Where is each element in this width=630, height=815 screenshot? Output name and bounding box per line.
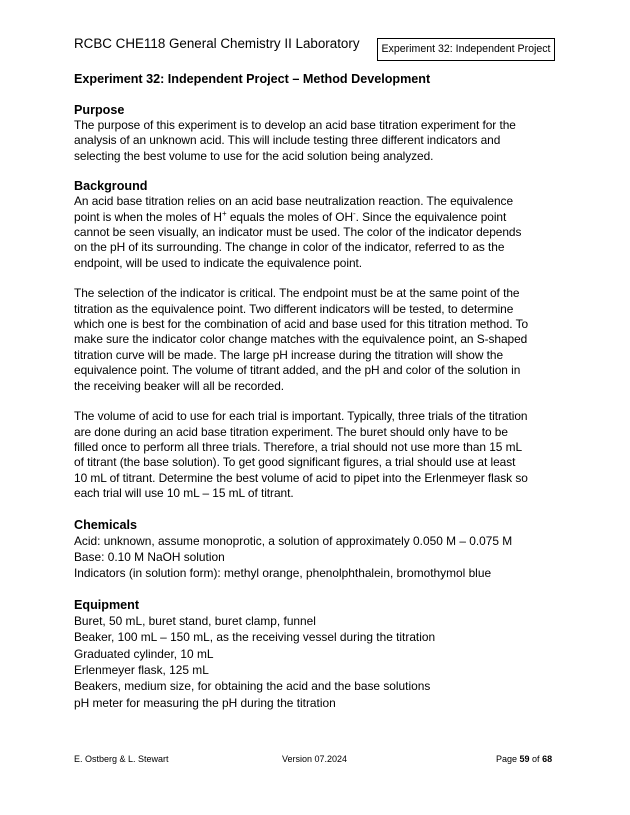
purpose-line: analysis of an unknown acid. This will include testing three different indicators and	[74, 133, 501, 148]
equipment-item: Beakers, medium size, for obtaining the acid and the base solutions	[74, 679, 431, 694]
indicator-line: which one is best for the combination of acid and base used for this titration method. To	[74, 317, 529, 332]
experiment-box: Experiment 32: Independent Project	[377, 38, 555, 61]
equipment-item: Beaker, 100 mL – 150 mL, as the receiving vessel during the titration	[74, 630, 436, 645]
purpose-heading: Purpose	[74, 103, 125, 117]
chemical-item: Indicators (in solution form): methyl orange, phenolphthalein, bromothymol blue	[74, 566, 492, 581]
document-title: Experiment 32: Independent Project – Method Development	[74, 72, 431, 86]
volume-line: are done during an acid base titration experiment. The buret should only have to be	[74, 424, 508, 439]
purpose-line: selecting the best volume to use for the acid solution being analyzed.	[74, 148, 434, 163]
equipment-item: Buret, 50 mL, buret stand, buret clamp, funnel	[74, 613, 316, 628]
background-line: endpoint, will be used to indicate the equivalence point.	[74, 255, 363, 270]
background-line: on the pH of its surrounding. The change in color of the indicator, referred to as the	[74, 240, 505, 255]
background-line: An acid base titration relies on an acid base neutralization reaction. The equivalence	[74, 194, 514, 209]
footer-authors: E. Ostberg & L. Stewart	[74, 754, 169, 764]
chemical-item: Acid: unknown, assume monoprotic, a solution of approximately 0.050 M – 0.075 M	[74, 533, 513, 548]
chemical-item: Base: 0.10 M NaOH solution	[74, 549, 225, 564]
indicator-line: The selection of the indicator is critical. The endpoint must be at the same point of the	[74, 286, 520, 301]
equipment-item: pH meter for measuring the pH during the titration	[74, 695, 336, 710]
volume-line: of titrant (the base solution). To get good significant figures, a trial should use at least	[74, 455, 516, 470]
volume-line: 10 mL of titrant. Determine the best volume of acid to pipet into the Erlenmeyer flask so	[74, 470, 528, 485]
volume-line: each trial will use 10 mL – 15 mL of titrant.	[74, 486, 294, 501]
equipment-item: Graduated cylinder, 10 mL	[74, 646, 214, 661]
document-body	[74, 71, 564, 711]
equipment-heading: Equipment	[74, 597, 140, 612]
background-line: point is when the moles of H+ equals the moles of OH-. Since the equivalence point	[74, 208, 507, 224]
indicator-line: titration as the equivalence point. Two different indicators will be tested, to determine	[74, 301, 514, 316]
equipment-item: Erlenmeyer flask, 125 mL	[74, 662, 209, 677]
background-heading: Background	[74, 179, 148, 194]
background-line: cannot be seen visually, an indicator must be used. The color of the indicator depends	[74, 225, 522, 240]
indicator-line: make sure the indicator color change matches with the equivalence point, an S-shaped	[74, 332, 528, 347]
footer-page-number: Page 59 of 68	[496, 754, 553, 764]
chemicals-heading: Chemicals	[74, 517, 137, 532]
footer-version: Version 07.2024	[282, 754, 348, 764]
volume-line: filled once to perform all three trials. Therefore, a trial should not use more than 15 mL	[74, 439, 523, 454]
indicator-line: equivalence point. The volume of titrant added, and the pH and color of the solution in	[74, 363, 521, 378]
purpose-line: The purpose of this experiment is to develop an acid base titration experiment for the	[74, 118, 516, 132]
course-title: RCBC CHE118 General Chemistry II Laboratory	[74, 36, 360, 51]
volume-line: The volume of acid to use for each trial is important. Typically, three trials of the titration	[74, 409, 528, 424]
indicator-line: titration curve will be made. The large pH increase during the titration will show the	[74, 347, 504, 362]
indicator-line: the receiving beaker will all be recorded.	[74, 378, 285, 393]
